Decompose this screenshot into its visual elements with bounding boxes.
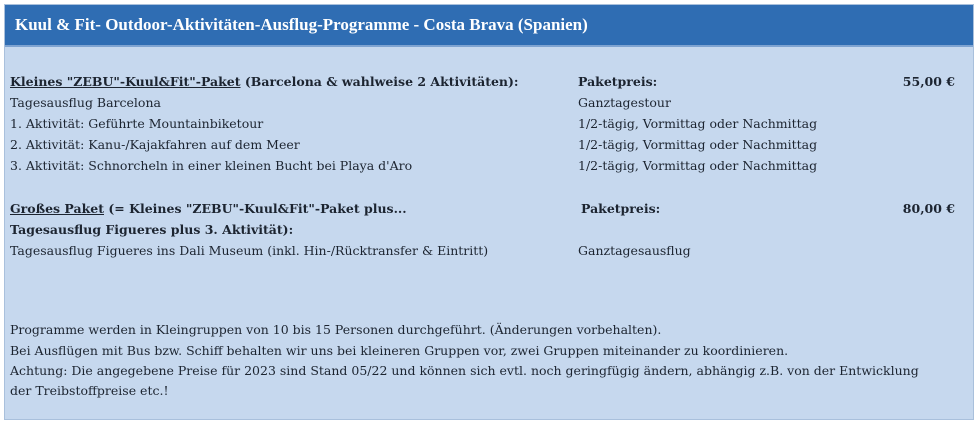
large-package-subtitle-row xyxy=(5,222,973,242)
note-prices: Achtung: Die angegebene Preise für 2023 sind Stand 05/22 und können sich evtl. noch geringfügig ändern, abhängig z.B. von der Entwicklung der Treibstoffpreise etc.! xyxy=(10,363,919,398)
small-package-title xyxy=(10,74,519,89)
small-package-price: 55,00 € xyxy=(902,74,955,89)
header-bar xyxy=(5,5,973,47)
large-package-item xyxy=(5,243,973,263)
small-package-item xyxy=(5,116,973,136)
item-duration: 1/2-tägig, Vormittag oder Nachmittag xyxy=(578,158,818,173)
small-package-price-label: Paketpreis: xyxy=(578,74,658,89)
large-package-heading-row xyxy=(5,201,973,221)
note-coordination: Bei Ausflügen mit Bus bzw. Schiff behalten wir uns bei kleineren Gruppen vor, zwei Gruppen miteinander zu koordinieren. xyxy=(10,343,789,358)
small-package-item xyxy=(5,95,973,115)
large-package-title xyxy=(10,201,407,216)
item-duration: 1/2-tägig, Vormittag oder Nachmittag xyxy=(578,116,818,131)
item-duration: Ganztagestour xyxy=(578,95,671,110)
small-package-item xyxy=(5,137,973,157)
large-package-title-rest: (= Kleines "ZEBU"-Kuul&Fit"-Paket plus... xyxy=(104,201,407,216)
item-name: Tagesausflug Barcelona xyxy=(10,95,161,110)
note-groups: Programme werden in Kleingruppen von 10 bis 15 Personen durchgeführt. (Änderungen vorbehalten). xyxy=(10,322,662,337)
item-duration: Ganztagesausflug xyxy=(578,243,691,258)
item-name: 3. Aktivität: Schnorcheln in einer kleinen Bucht bei Playa d'Aro xyxy=(10,158,413,173)
item-name: Tagesausflug Figueres ins Dali Museum (inkl. Hin-/Rücktransfer & Eintritt) xyxy=(10,243,489,258)
item-duration: 1/2-tägig, Vormittag oder Nachmittag xyxy=(578,137,818,152)
small-package-heading-row xyxy=(5,74,973,94)
large-package-title-underlined: Großes Paket xyxy=(10,201,104,216)
large-package-subtitle: Tagesausflug Figueres plus 3. Aktivität): xyxy=(10,222,294,237)
small-package-title-underlined: Kleines "ZEBU"-Kuul&Fit"-Paket xyxy=(10,74,241,89)
large-package-price: 80,00 € xyxy=(902,201,955,216)
page-title: Kuul & Fit- Outdoor-Aktivitäten-Ausflug-Programme - Costa Brava (Spanien) xyxy=(15,15,588,34)
small-package-item xyxy=(5,158,973,178)
program-panel xyxy=(4,4,974,420)
item-name: 2. Aktivität: Kanu-/Kajakfahren auf dem Meer xyxy=(10,137,300,152)
small-package-title-rest: (Barcelona & wahlweise 2 Aktivitäten): xyxy=(240,74,519,89)
large-package-price-label: Paketpreis: xyxy=(581,201,661,216)
item-name: 1. Aktivität: Geführte Mountainbiketour xyxy=(10,116,264,131)
